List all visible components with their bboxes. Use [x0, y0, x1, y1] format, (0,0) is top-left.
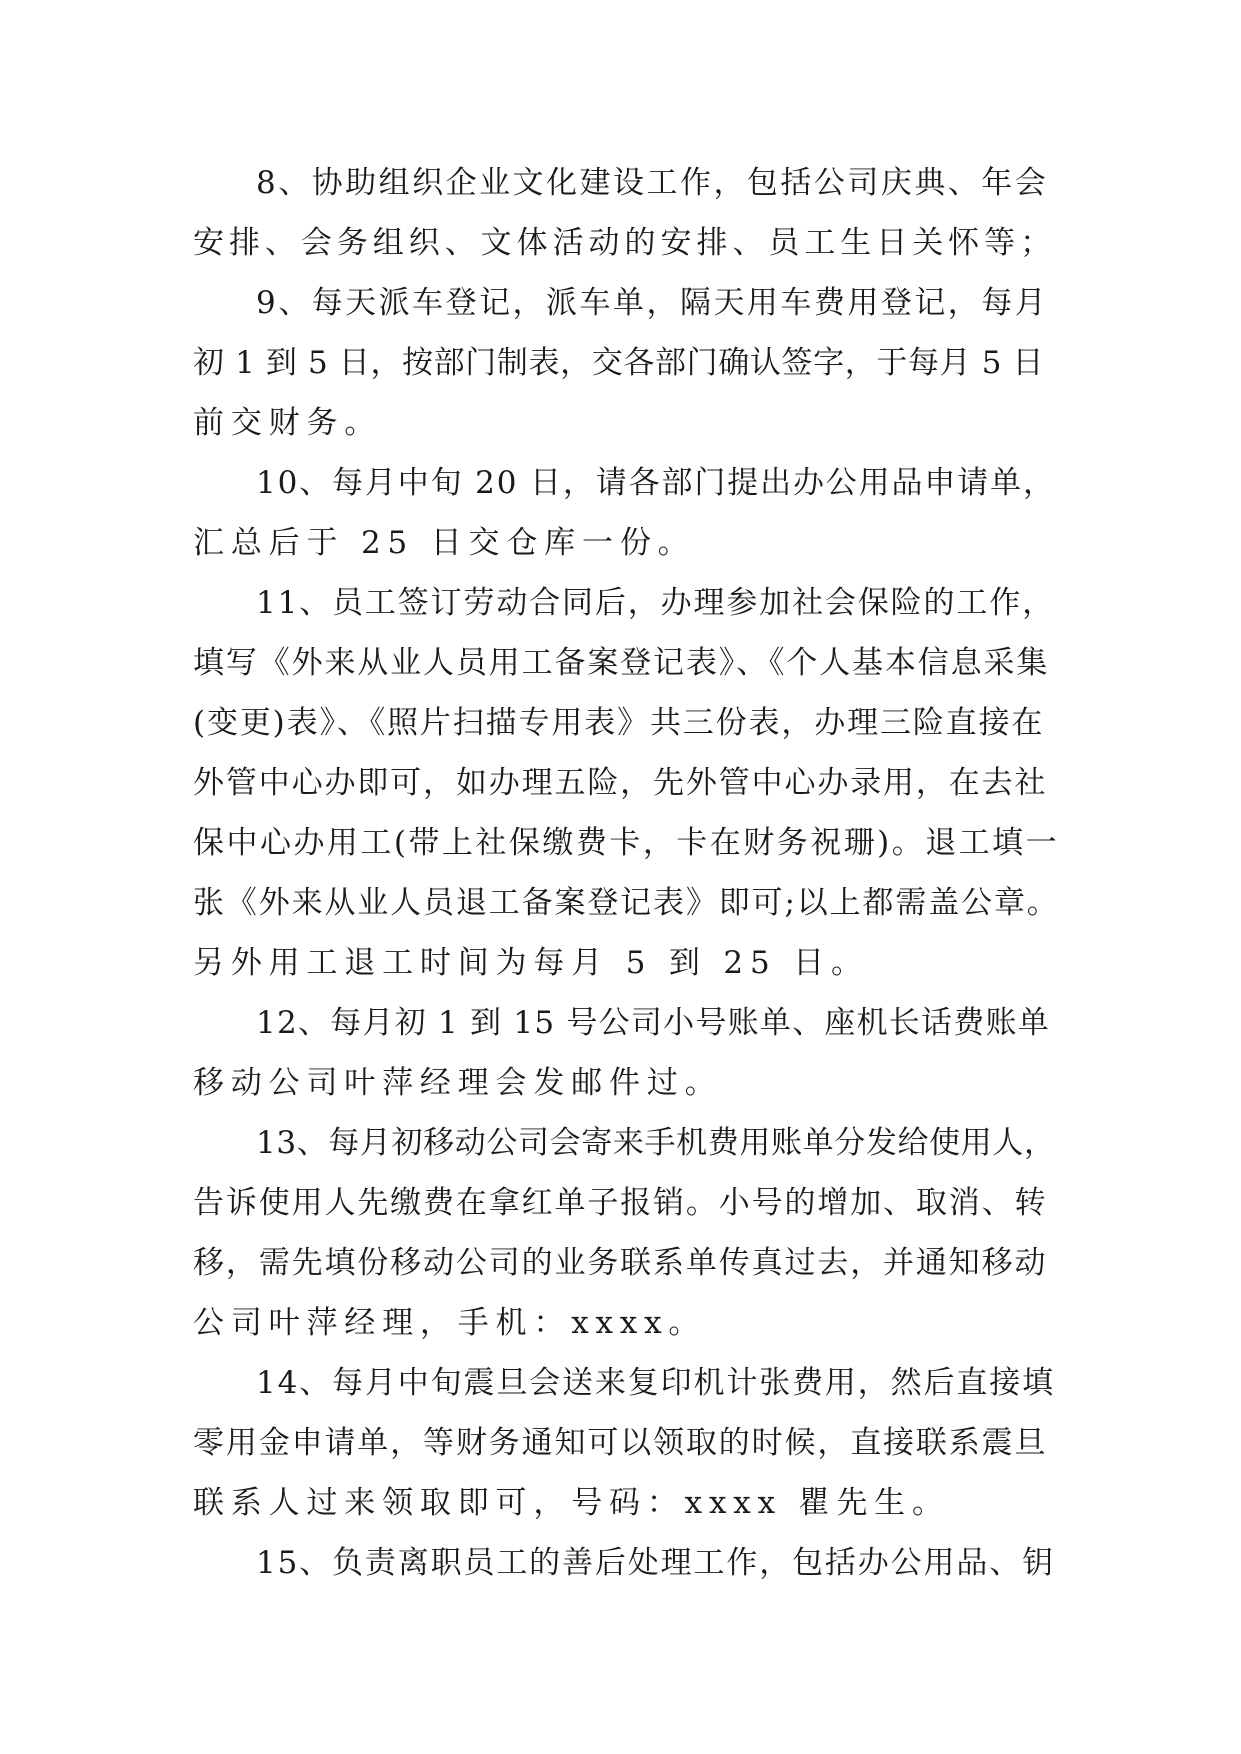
paragraph-8-line-1: 8、协助组织企业文化建设工作，包括公司庆典、年会	[256, 165, 1049, 201]
paragraph-11-line-1: 11、员工签订劳动合同后，办理参加社会保险的工作，	[256, 585, 1055, 621]
paragraph-9-line-2: 初 1 到 5 日，按部门制表，交各部门确认签字，于每月 5 日	[193, 345, 1045, 381]
paragraph-11-line-7: 另外用工退工时间为每月 5 到 25 日。	[193, 945, 869, 981]
paragraph-9-line-1: 9、每天派车登记，派车单，隔天用车费用登记，每月	[256, 285, 1049, 321]
paragraph-14-line-3: 联系人过来领取即可，号码：xxxx 瞿先生。	[193, 1485, 950, 1521]
paragraph-13-line-3: 移，需先填份移动公司的业务联系单传真过去，并通知移动	[193, 1245, 1048, 1281]
paragraph-14-line-1: 14、每月中旬震旦会送来复印机计张费用，然后直接填	[256, 1365, 1055, 1401]
paragraph-13-line-1: 13、每月初移动公司会寄来手机费用账单分发给使用人，	[256, 1125, 1056, 1161]
paragraph-11-line-6: 张《外来从业人员退工备案登记表》即可;以上都需盖公章。	[193, 885, 1060, 921]
paragraph-14-line-2: 零用金申请单，等财务通知可以领取的时候，直接联系震旦	[193, 1425, 1048, 1461]
paragraph-13-line-4: 公司叶萍经理，手机：xxxx。	[193, 1305, 707, 1341]
paragraph-10-line-2: 汇总后于 25 日交仓库一份。	[193, 525, 696, 561]
paragraph-12-line-2: 移动公司叶萍经理会发邮件过。	[193, 1065, 723, 1101]
paragraph-9-line-3: 前交财务。	[193, 405, 383, 441]
paragraph-15-line-1: 15、负责离职员工的善后处理工作，包括办公用品、钥	[256, 1545, 1055, 1581]
paragraph-11-line-5: 保中心办用工(带上社保缴费卡，卡在财务祝珊)。退工填一	[193, 825, 1060, 861]
paragraph-13-line-2: 告诉使用人先缴费在拿红单子报销。小号的增加、取消、转	[193, 1185, 1048, 1221]
paragraph-11-line-3: (变更)表》、《照片扫描专用表》共三份表，办理三险直接在	[193, 705, 1045, 741]
paragraph-11-line-4: 外管中心办即可，如办理五险，先外管中心办录用，在去社	[193, 765, 1048, 801]
paragraph-10-line-1: 10、每月中旬 20 日，请各部门提出办公用品申请单，	[256, 465, 1056, 501]
paragraph-8-line-2: 安排、会务组织、文体活动的安排、员工生日关怀等；	[193, 225, 1057, 261]
paragraph-11-line-2: 填写《外来从业人员用工备案登记表》、《个人基本信息采集	[193, 645, 1050, 681]
paragraph-12-line-1: 12、每月初 1 到 15 号公司小号账单、座机长话费账单	[256, 1005, 1050, 1041]
